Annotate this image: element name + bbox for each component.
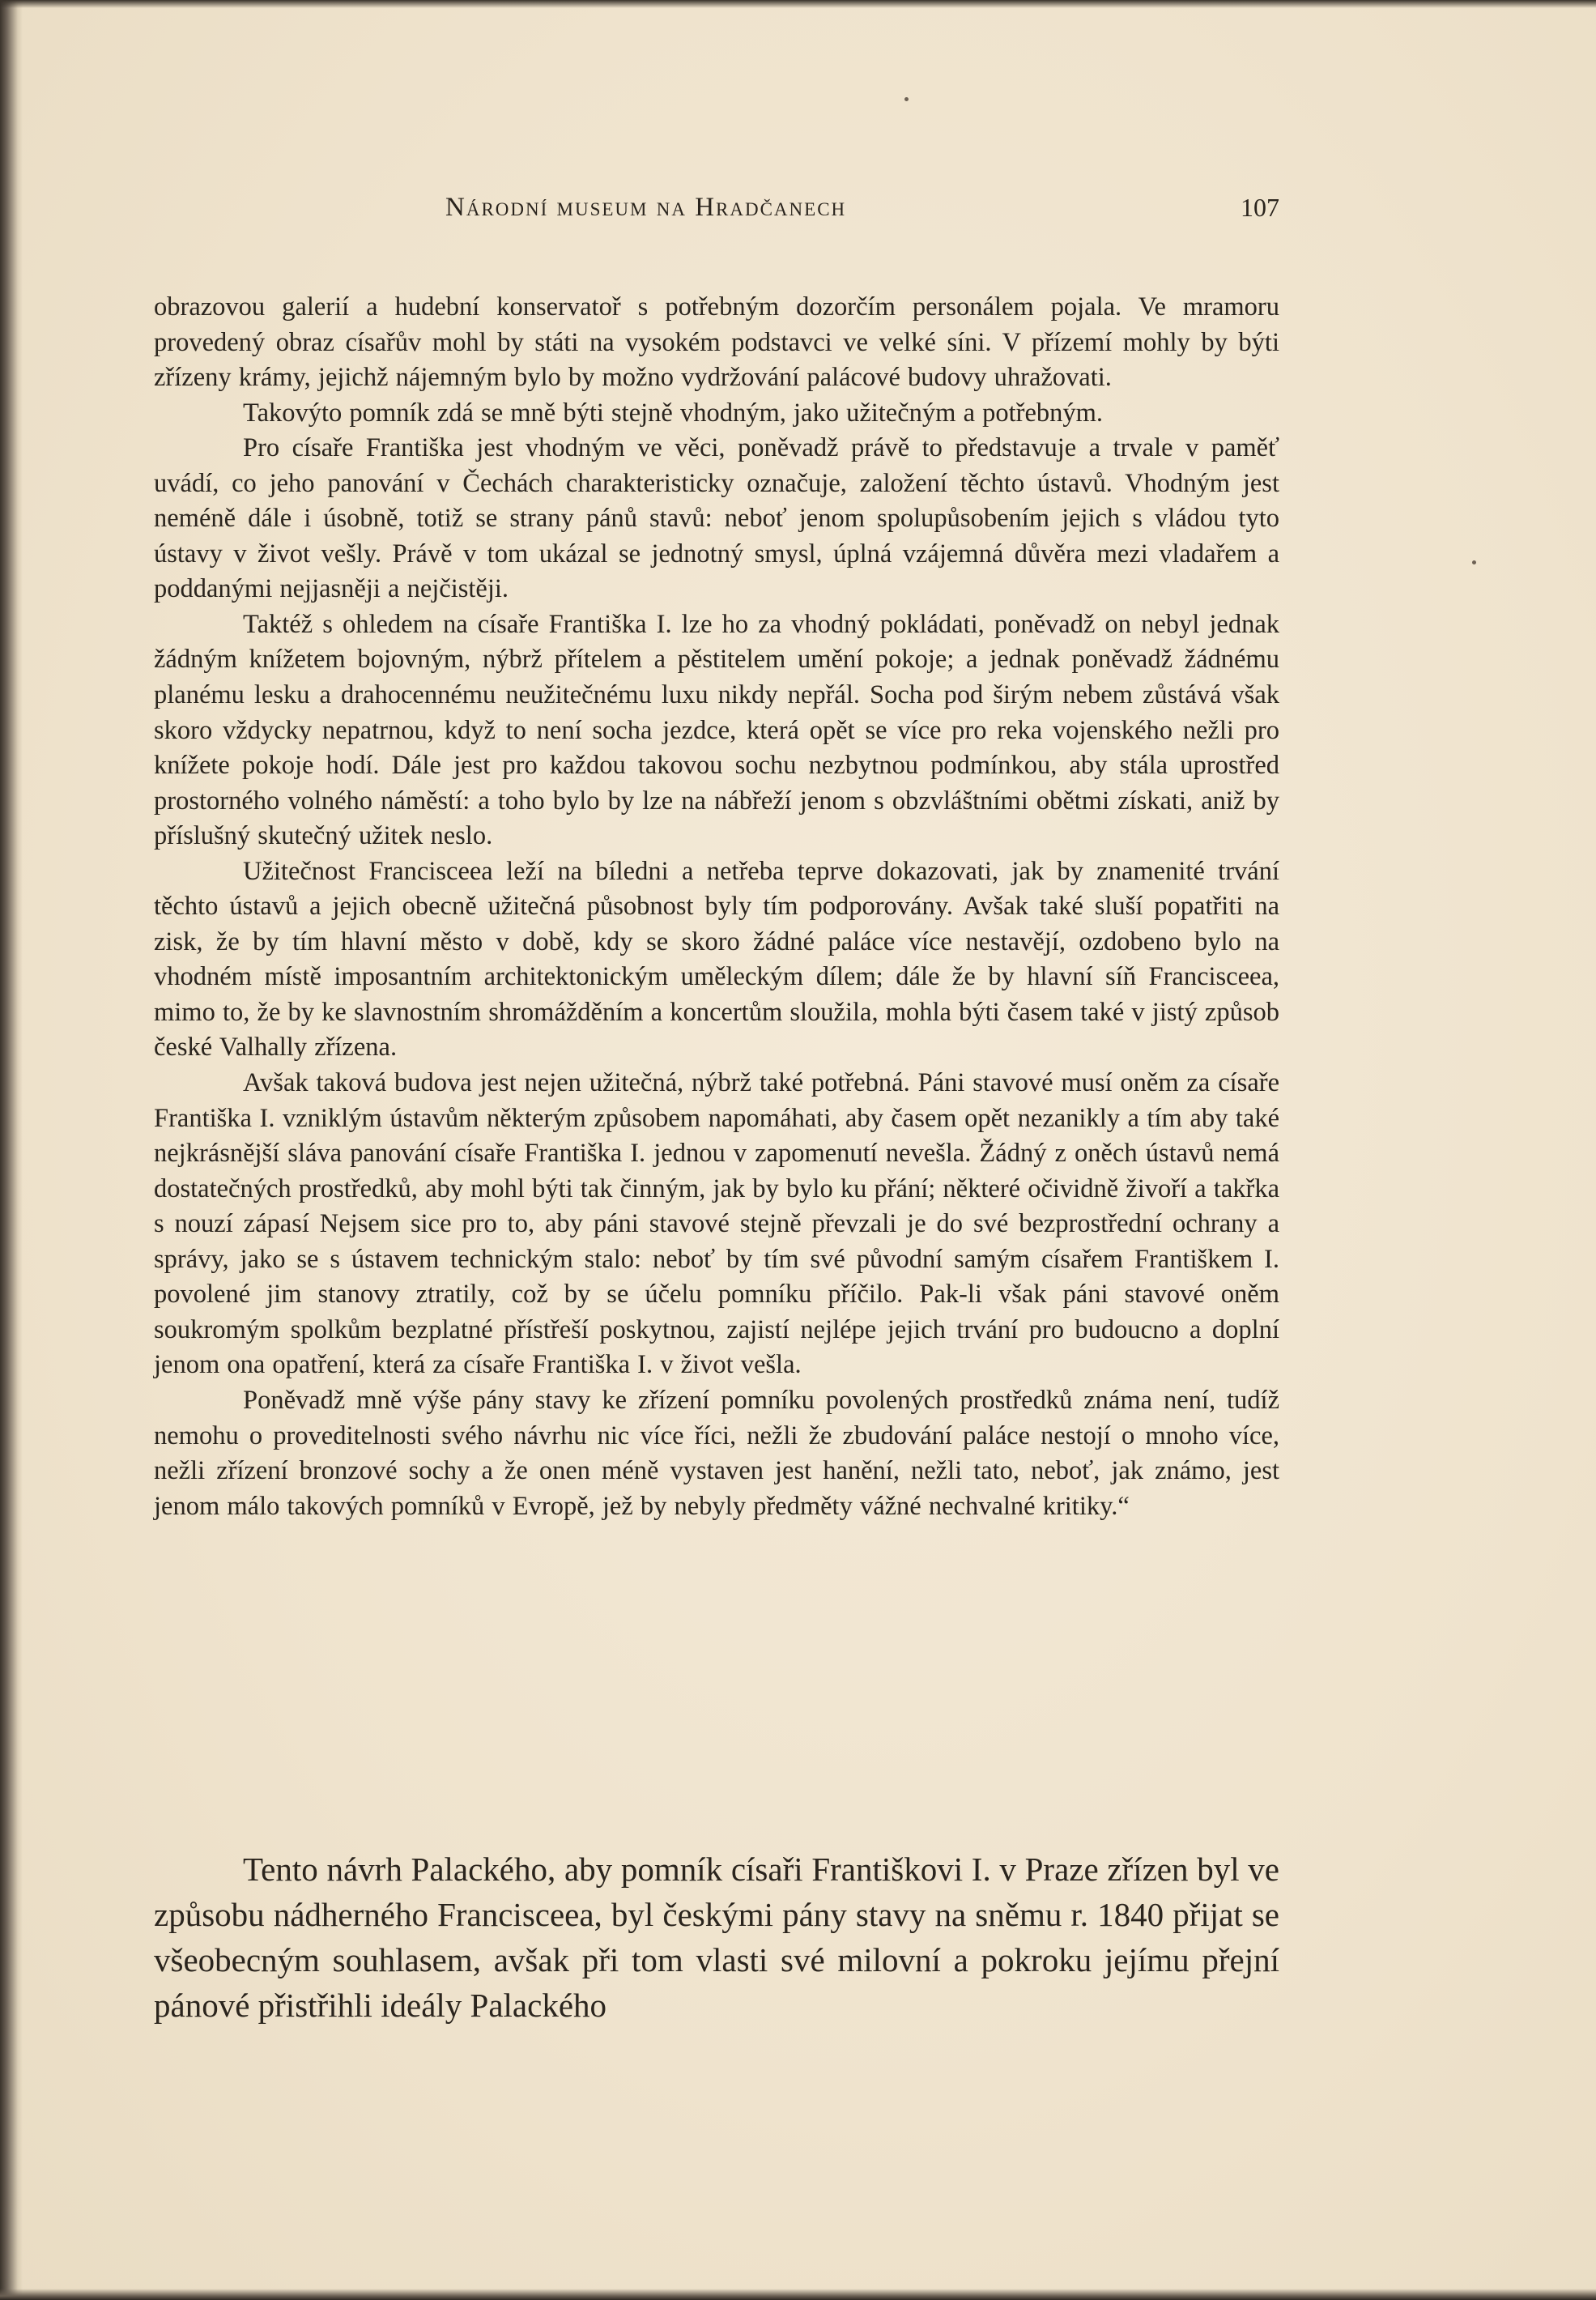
book-spine-shadow	[0, 0, 23, 2300]
quote-paragraph: Pro císaře Františka jest vhodným ve věci, poněvadž právě to představuje a trvale v paměť uvádí, co jeho panování v Čechách charakteristicky označuje, založení těchto ústavů. Vhodným jest neméně dále i úsobně, totiž se strany pánů stavů: neboť jenom spolupůsobením jejich s vládou tyto ústavy v život vešly. Právě v tom ukázal se jednotný smysl, úplná vzájemná důvěra mezi vladařem a poddanými nejjasněji a nejčistěji.	[154, 433, 1279, 604]
quote-paragraph: Takovýto pomník zdá se mně býti stejně vhodným, jako užitečným a potřebným.	[243, 398, 1104, 428]
quote-paragraph: Poněvadž mně výše pány stavy ke zřízení pomníku povolených prostředků známa není, tudíž nemohu o proveditelnosti svého návrhu nic více říci, nežli že zbudování paláce nestojí o mnoho více, nežli zřízení bronzové sochy a že onen méně vystaven jest hanění, nežli tato, neboť, jak známo, jest jenom málo takových pomníků v Evropě, jež by nebyly předměty vážné nechvalné kritiky.“	[154, 1385, 1279, 1521]
page-number: 107	[1241, 193, 1279, 222]
quote-paragraph: Avšak taková budova jest nejen užitečná, nýbrž také potřebná. Páni stavové musí oněm za císaře Františka I. vzniklým ústavům některým způsobem napomáhati, aby časem opět nezanikly a tím aby také nejkrásnější sláva panování císaře Františka I. jednou v zapomenutí nevešla. Žádný z oněch ústavů nemá dostatečných prostředků, aby mohl býti tak činným, jak by bylo ku přání; některé očividně živoří a takřka s nouzí zápasí Nejsem sice pro to, aby páni stavové stejně převzali je do své bezprostřední ochrany a správy, jako se s ústavem technickým stalo: neboť by tím své původní samým císařem Františkem I. povolené jim stanovy ztratily, což by se účelu pomníku příčilo. Pak-li však páni stavové oněm soukromým spolkům bezplatné přístřeší poskytnou, zajistí nejlépe jejich trvání pro budoucno a doplní jenom ona opatření, která za císaře Františka I. v život vešla.	[154, 1068, 1279, 1380]
quote-paragraph: Užitečnost Francisceea leží na bíledni a netřeba teprve dokazovati, jak by znamenité trvání těchto ústavů a jejich obecně užitečná působnost byly tím podporovány. Avšak také sluší popatřiti na zisk, že by tím hlavní město v době, kdy se skoro žádné paláce více nestavějí, ozdobeno bylo na vhodném místě imposantním architektonickým uměleckým dílem; dále že by hlavní síň Francisceea, mimo to, že by ke slavnostním shromážděním a koncertům sloužila, mohla býti časem také v jistý způsob české Valhally zřízena.	[154, 856, 1279, 1063]
paper-speck	[904, 97, 909, 101]
main-paragraph: Tento návrh Palackého, aby pomník císaři Františkovi I. v Praze zřízen byl ve způsobu nádherného Francisceea, byl českými pány stavy na sněmu r. 1840 přijat se všeobecným souhlasem, avšak při tom vlasti své milovní a pokroku jejímu přejní pánové přistřihli ideály Palackého	[154, 1851, 1279, 2024]
page-bottom-edge	[0, 2289, 1596, 2300]
running-header	[154, 193, 1279, 233]
quoted-text-block	[154, 290, 1279, 1524]
page-top-edge	[0, 0, 1596, 8]
main-text-block	[154, 1846, 1279, 2028]
paper-speck	[1472, 560, 1476, 564]
quote-paragraph: obrazovou galerií a hudební konservatoř s potřebným dozorčím personálem pojala. Ve mramoru provedený obraz císařův mohl by státi na vysokém podstavci ve velké síni. V přízemí mohly by býti zřízeny krámy, jejichž nájemným bylo by možno vydržování palácové budovy uhražovati.	[154, 292, 1279, 393]
quote-paragraph: Taktéž s ohledem na císaře Františka I. lze ho za vhodný pokládati, poněvadž on nebyl jednak žádným knížetem bojovným, nýbrž přítelem a pěstitelem umění pokoje; a jednak poněvadž žádnému planému lesku a drahocennému neužitečnému luxu nikdy nepřál. Socha pod širým nebem zůstává však skoro vždycky nepatrnou, když to není socha jezdce, která opět se více pro reka vojenského nežli pro knížete pokoje hodí. Dále jest pro každou takovou sochu nezbytnou podmínkou, aby stála uprostřed prostorného volného náměstí: a toho bylo by lze na nábřeží jenom s obzvláštními obětmi získati, aniž by příslušný skutečný užitek neslo.	[154, 609, 1279, 851]
running-header-title: Národní museum na Hradčanech	[445, 193, 847, 222]
